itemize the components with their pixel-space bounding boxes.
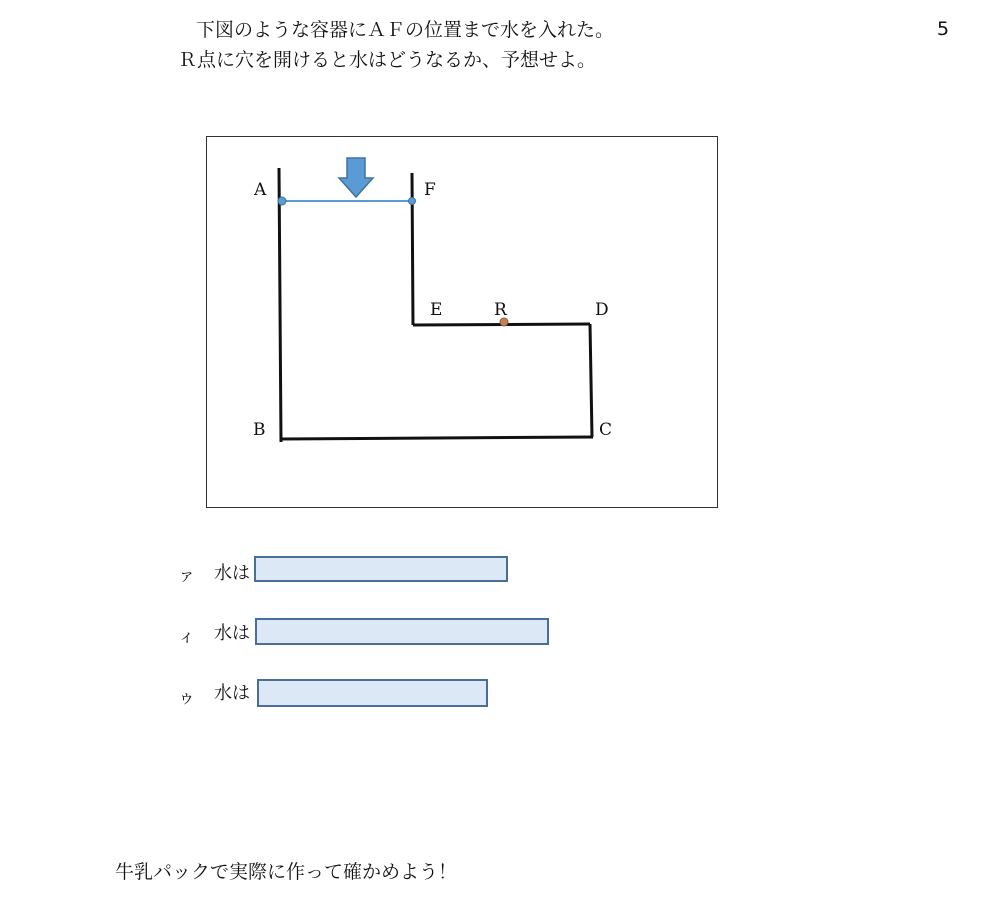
wall-EF xyxy=(412,173,413,325)
choice-u-kana: ゥ xyxy=(178,688,195,708)
label-r: R xyxy=(494,300,507,320)
label-b: B xyxy=(253,420,266,440)
wall-BC xyxy=(281,437,593,439)
footer-note: 牛乳パックで実際に作って確かめよう！ xyxy=(115,861,458,883)
choice-i-prefix: 水は xyxy=(214,623,250,644)
answer-box-u[interactable] xyxy=(257,679,488,707)
container-diagram xyxy=(206,136,718,508)
label-d: D xyxy=(595,300,609,320)
question-line-2: Ｒ点に穴を開けると水はどうなるか、予想せよ。 xyxy=(178,49,597,71)
label-e: E xyxy=(430,300,443,320)
wall-AB xyxy=(279,168,281,442)
answer-box-i[interactable] xyxy=(255,618,549,645)
choice-a-prefix: 水は xyxy=(214,563,250,584)
wall-CD xyxy=(590,324,592,437)
point-a-marker xyxy=(278,197,286,205)
answer-box-a[interactable] xyxy=(254,556,508,582)
page-number: 5 xyxy=(937,18,950,40)
label-f: F xyxy=(424,180,436,200)
label-a: A xyxy=(254,180,267,200)
down-arrow-icon xyxy=(339,158,373,197)
question-line-1: 下図のような容器にＡＦの位置まで水を入れた。 xyxy=(196,19,615,41)
choice-u-prefix: 水は xyxy=(214,683,250,704)
choice-a-kana: ァ xyxy=(178,566,195,586)
point-f-marker xyxy=(409,198,416,205)
choice-i-kana: ィ xyxy=(178,627,195,647)
label-c: C xyxy=(599,420,613,440)
